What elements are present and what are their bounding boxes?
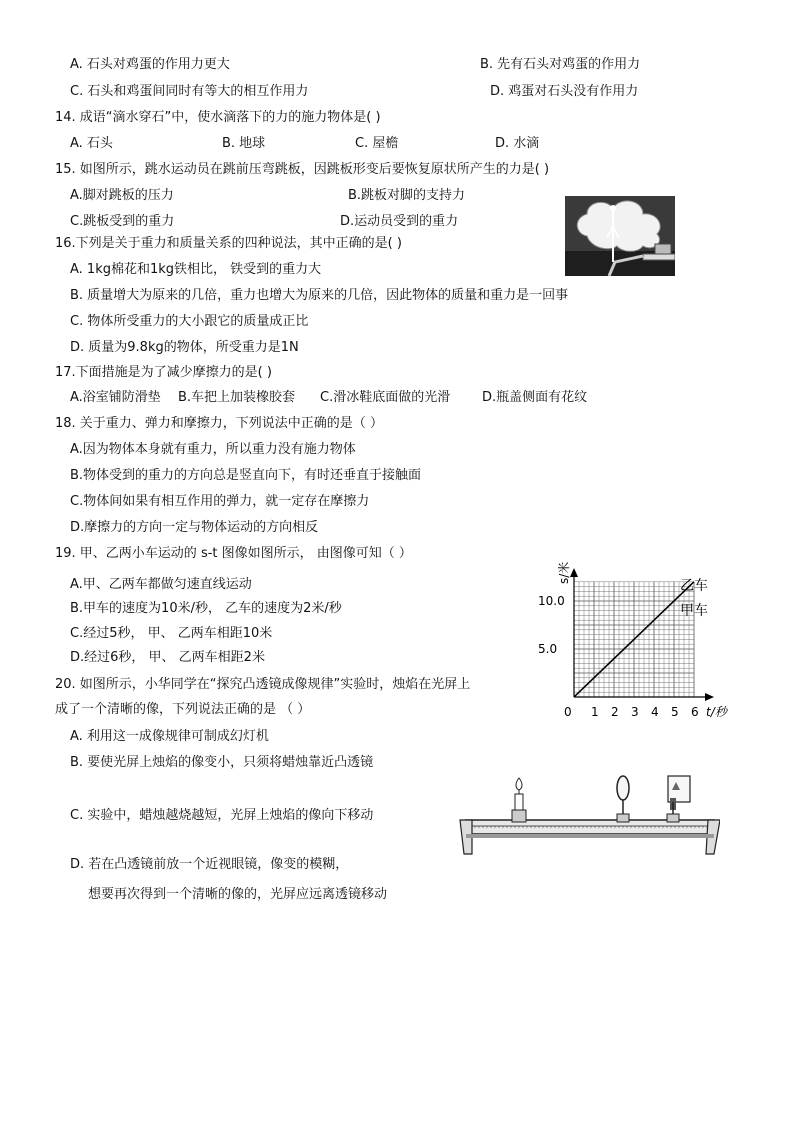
- y-tick-label: 10.0: [538, 594, 565, 608]
- q16-option-a: A. 1kg棉花和1kg铁相比， 铁受到的重力大: [70, 262, 322, 277]
- s-t-graph: [528, 560, 728, 725]
- q13-option-c: C. 石头和鸡蛋间同时有等大的相互作用力: [70, 84, 309, 99]
- q17-option-c: C.滑冰鞋底面做的光滑: [320, 390, 451, 405]
- q17-option-b: B.车把上加装橡胶套: [178, 390, 296, 405]
- q15-stem: 15. 如图所示，跳水运动员在跳前压弯跳板，因跳板形变后要恢复原状所产生的力是( ): [55, 162, 550, 177]
- q16-option-d: D. 质量为9.8kg的物体，所受重力是1N: [70, 340, 299, 355]
- q17-option-d: D.瓶盖侧面有花纹: [482, 390, 588, 405]
- q19-stem: 19. 甲、乙两小车运动的 s-t 图像如图所示， 由图像可知（ ）: [55, 546, 412, 561]
- q20-option-d-line2: 想要再次得到一个清晰的像的，光屏应远离透镜移动: [88, 887, 388, 902]
- q20-option-d-line1: D. 若在凸透镜前放一个近视眼镜，像变的模糊，: [70, 857, 349, 872]
- y-axis-arrow: [570, 568, 578, 577]
- q20-option-a: A. 利用这一成像规律可制成幻灯机: [70, 729, 269, 744]
- series-label: 乙车: [680, 578, 708, 594]
- optical-bench-figure: [458, 770, 720, 860]
- q16-option-c: C. 物体所受重力的大小跟它的质量成正比: [70, 314, 309, 329]
- q15-option-b: B.跳板对脚的支持力: [348, 188, 466, 203]
- q14-option-c: C. 屋檐: [355, 136, 399, 151]
- q18-option-d: D.摩擦力的方向一定与物体运动的方向相反: [70, 520, 319, 535]
- q13-option-d: D. 鸡蛋对石头没有作用力: [490, 84, 639, 99]
- q18-option-b: B.物体受到的重力的方向总是竖直向下，有时还垂直于接触面: [70, 468, 422, 483]
- q18-option-a: A.因为物体本身就有重力，所以重力没有施力物体: [70, 442, 356, 457]
- q19-option-b: B.甲车的速度为10米/秒， 乙车的速度为2米/秒: [70, 601, 342, 616]
- x-axis-arrow: [705, 693, 714, 701]
- q16-option-b: B. 质量增大为原来的几倍，重力也增大为原来的几倍，因此物体的质量和重力是一回事: [70, 288, 569, 303]
- q17-option-a: A.浴室铺防滑垫: [70, 390, 161, 405]
- q20-option-c: C. 实验中，蜡烛越烧越短，光屏上烛焰的像向下移动: [70, 808, 374, 823]
- diving-board-figure: [565, 196, 675, 276]
- x-tick-label: 6: [691, 705, 699, 719]
- q13-option-a: A. 石头对鸡蛋的作用力更大: [70, 57, 230, 72]
- q17-stem: 17.下面措施是为了减少摩擦力的是( ): [55, 365, 272, 380]
- y-tick-label: 5.0: [538, 642, 558, 656]
- x-tick-label: 1: [591, 705, 599, 719]
- x-tick-label: 5: [671, 705, 679, 719]
- q18-stem: 18. 关于重力、弹力和摩擦力，下列说法中正确的是（ ）: [55, 416, 383, 431]
- q14-option-d: D. 水滴: [495, 136, 540, 151]
- q20-option-b: B. 要使光屏上烛焰的像变小，只须将蜡烛靠近凸透镜: [70, 755, 374, 770]
- x-tick-label: 2: [611, 705, 619, 719]
- q15-option-d: D.运动员受到的重力: [340, 214, 459, 229]
- x-tick-label: 0: [564, 705, 572, 719]
- x-tick-label: 4: [651, 705, 659, 719]
- q19-option-c: C.经过5秒， 甲、 乙两车相距10米: [70, 626, 273, 641]
- q18-option-c: C.物体间如果有相互作用的弹力，就一定存在摩擦力: [70, 494, 370, 509]
- q19-option-d: D.经过6秒， 甲、 乙两车相距2米: [70, 650, 265, 665]
- q14-option-a: A. 石头: [70, 136, 113, 151]
- q16-stem: 16.下列是关于重力和质量关系的四种说法，其中正确的是( ): [55, 236, 402, 251]
- q15-option-c: C.跳板受到的重力: [70, 214, 175, 229]
- q13-option-b: B. 先有石头对鸡蛋的作用力: [480, 57, 641, 72]
- q20-stem-line2: 成了一个清晰的像，下列说法正确的是 （ ）: [55, 702, 311, 717]
- x-tick-label: 3: [631, 705, 639, 719]
- q20-stem-line1: 20. 如图所示，小华同学在“探究凸透镜成像规律”实验时，烛焰在光屏上: [55, 677, 471, 692]
- q19-option-a: A.甲、乙两车都做匀速直线运动: [70, 577, 252, 592]
- q14-stem: 14. 成语“滴水穿石”中，使水滴落下的力的施力物体是( ): [55, 110, 381, 125]
- y-axis-label: s/米: [557, 561, 571, 584]
- series-label: 甲车: [680, 603, 708, 619]
- x-axis-label: t/秒: [706, 705, 727, 719]
- q15-option-a: A.脚对跳板的压力: [70, 188, 174, 203]
- q14-option-b: B. 地球: [222, 136, 266, 151]
